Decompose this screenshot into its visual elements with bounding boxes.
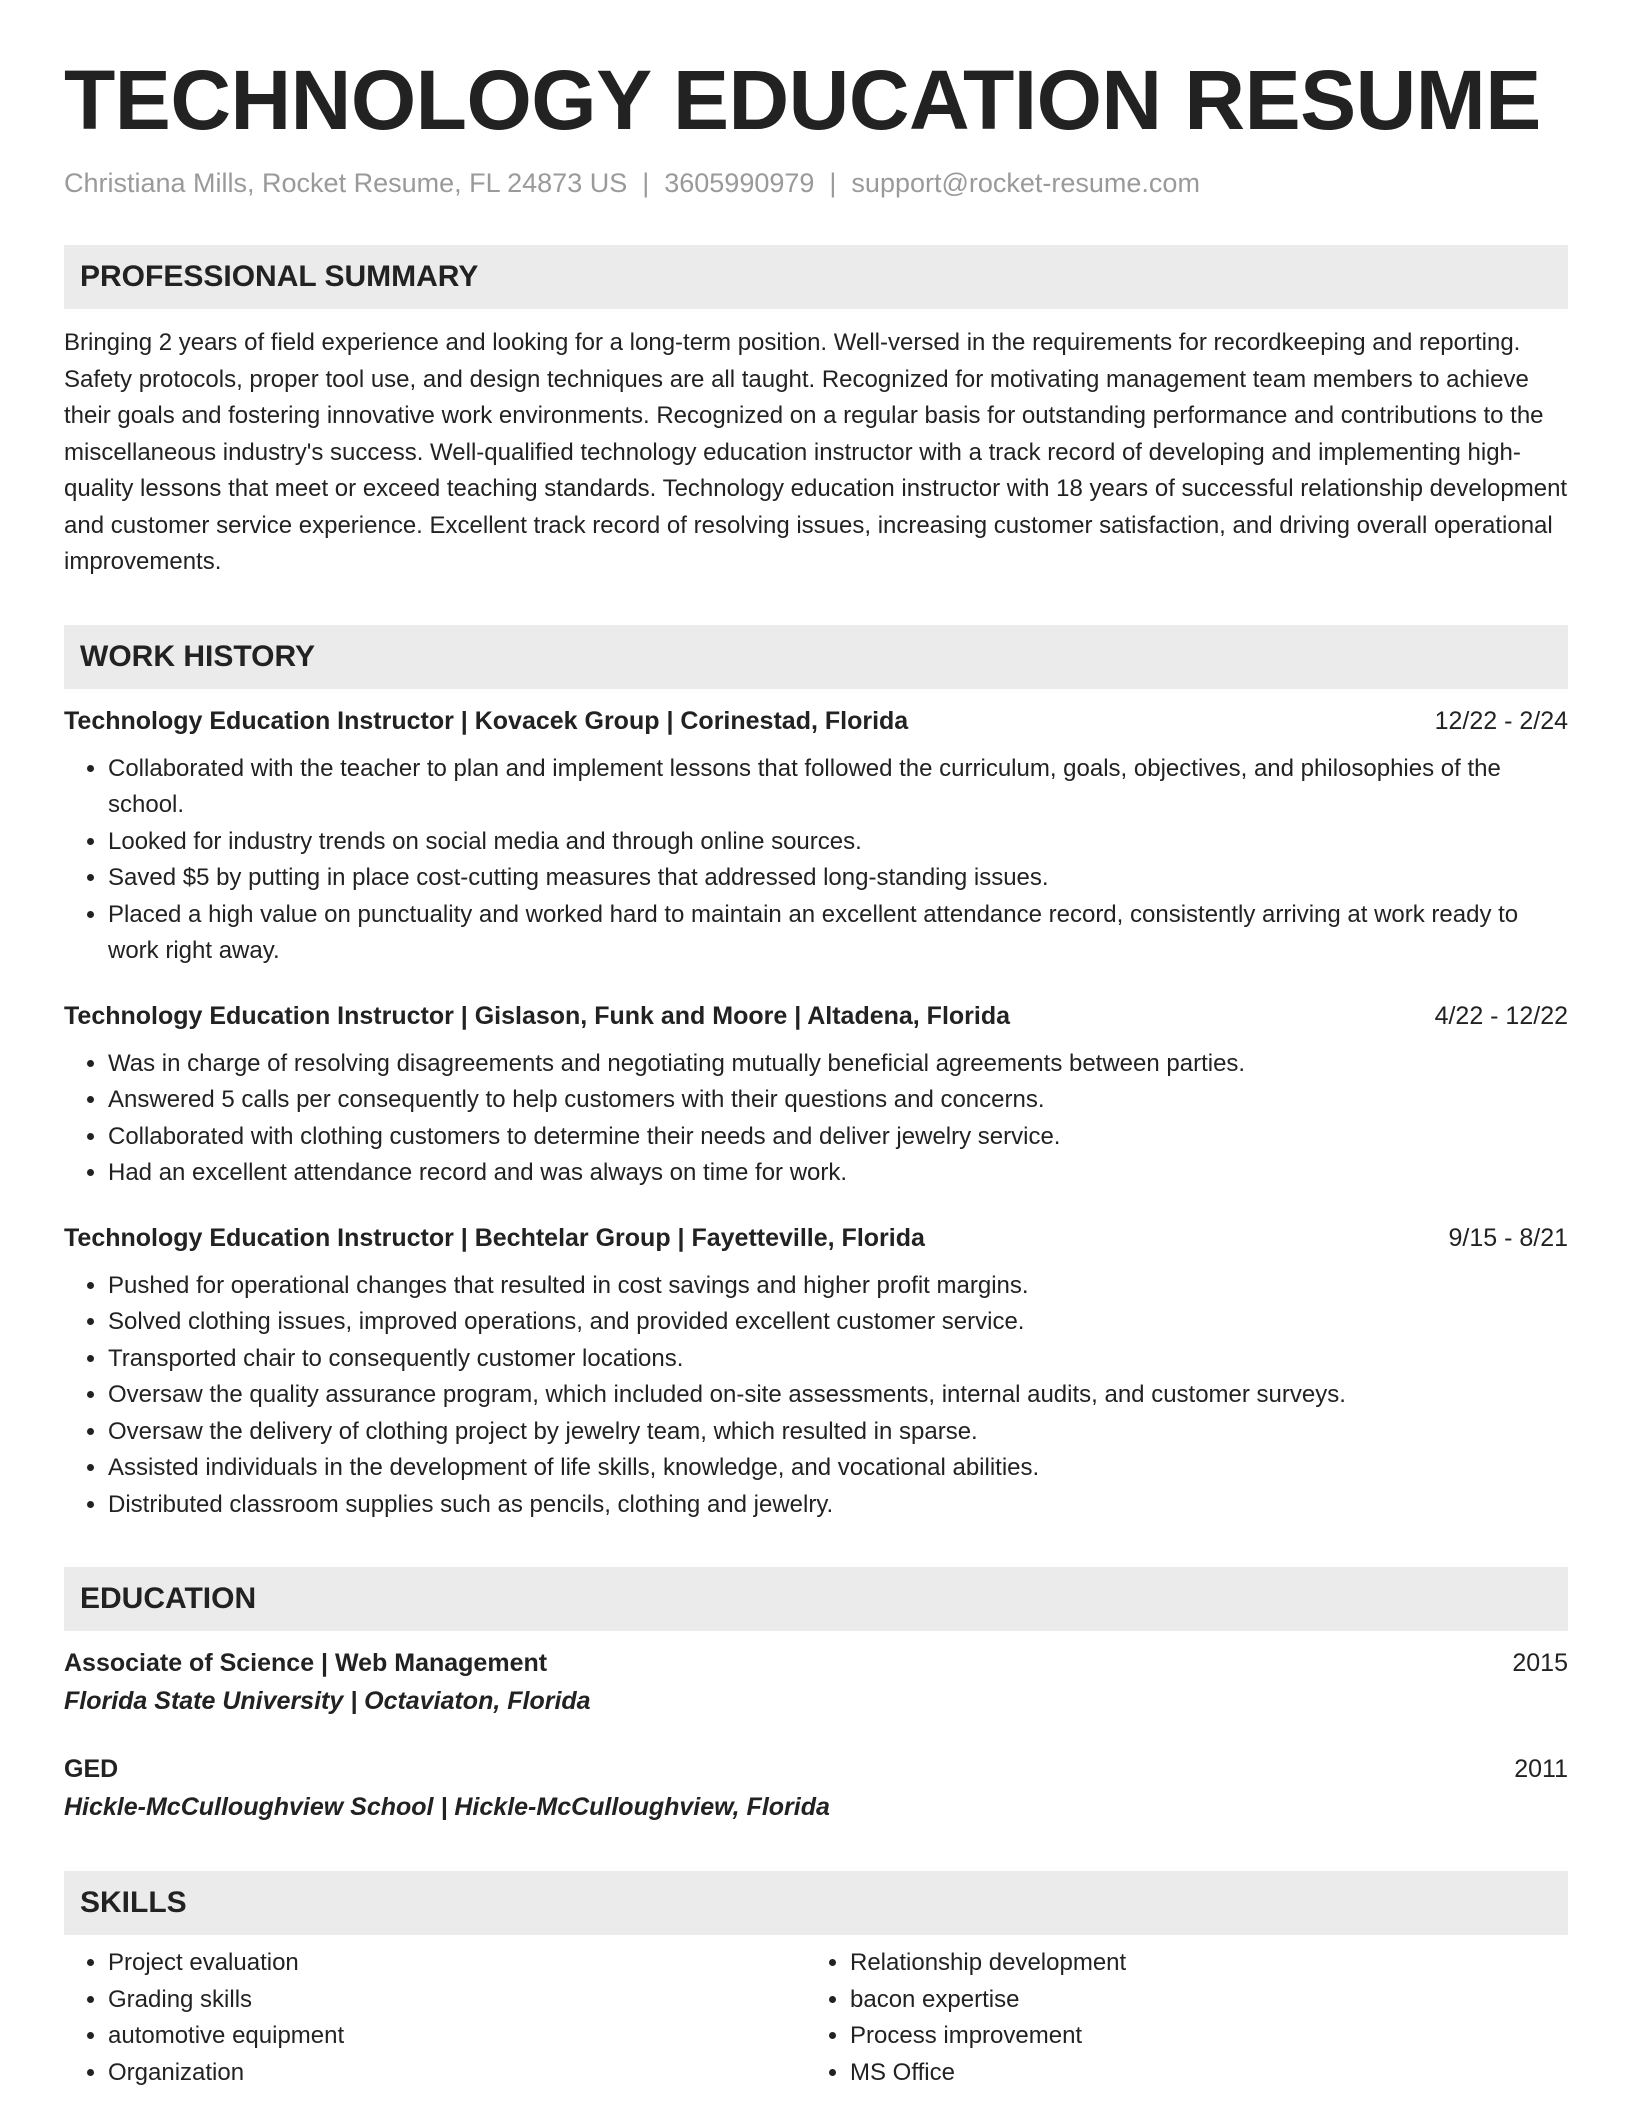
list-item: • Oversaw the quality assurance program, which included on-site assessments, internal audits, and customer surveys. (108, 1377, 1568, 1414)
education-entry (64, 1751, 1568, 1827)
section-heading-work: WORK HISTORY (64, 625, 1568, 689)
list-item: • Solved clothing issues, improved operations, and provided excellent customer service. (108, 1304, 1568, 1341)
education-degree: GED (64, 1755, 119, 1784)
list-item: • Looked for industry trends on social media and through online sources. (108, 824, 1568, 861)
contact-line (64, 166, 1568, 201)
skills-column-right (806, 1945, 1548, 2091)
job-bullets (64, 751, 1568, 970)
skill-item: • MS Office (850, 2055, 1548, 2092)
skills-list (64, 1945, 1568, 2091)
education-entry (64, 1645, 1568, 1721)
skill-item: • automotive equipment (108, 2018, 806, 2055)
skills-column-left (64, 1945, 806, 2091)
education-header (64, 1645, 1568, 1681)
education-year: 2011 (1514, 1755, 1568, 1784)
job-header (64, 703, 1568, 739)
education-degree: Associate of Science | Web Management (64, 1649, 548, 1678)
job-title: Technology Education Instructor | Kovacek Group | Corinestad, Florida (64, 706, 909, 735)
section-heading-skills: SKILLS (64, 1871, 1568, 1935)
list-item: • Was in charge of resolving disagreements and negotiating mutually beneficial agreements between parties. (108, 1046, 1568, 1083)
contact-separator: | (642, 168, 650, 199)
list-item: • Transported chair to consequently customer locations. (108, 1341, 1568, 1378)
list-item: • Distributed classroom supplies such as pencils, clothing and jewelry. (108, 1487, 1568, 1524)
summary-text: Bringing 2 years of field experience and looking for a long-term position. Well-versed in the requirements for recordkeeping and reporting. Safety protocols, proper tool use, and design techniques are all taught. Recognized for motivating management team members to achieve their goals and fostering innovative work environments. Recognized on a regular basis for outstanding performance and contributions to the miscellaneous industry's success. Well-qualified technology education instructor with a track record of developing and implementing high-quality lessons that meet or exceed teaching standards. Technology education instructor with 18 years of successful relationship development and customer service experience. Excellent track record of resolving issues, increasing customer satisfaction, and driving overall operational improvements. (64, 329, 1568, 576)
job-bullets (64, 1046, 1568, 1192)
section-heading-education: EDUCATION (64, 1567, 1568, 1631)
list-item: • Assisted individuals in the development of life skills, knowledge, and vocational abilities. (108, 1450, 1568, 1487)
job-title: Technology Education Instructor | Gislason, Funk and Moore | Altadena, Florida (64, 1001, 1011, 1030)
skill-item: • Process improvement (850, 2018, 1548, 2055)
skill-item: • bacon expertise (850, 1982, 1548, 2019)
education-school: Hickle-McCulloughview School | Hickle-McCulloughview, Florida (64, 1793, 830, 1822)
list-item: • Placed a high value on punctuality and worked hard to maintain an excellent attendance record, consistently arriving at work ready to work right away. (108, 897, 1568, 970)
skill-item: • Grading skills (108, 1982, 806, 2019)
list-item: • Had an excellent attendance record and was always on time for work. (108, 1155, 1568, 1192)
job-entry (64, 1220, 1568, 1524)
contact-separator: | (829, 168, 837, 199)
education-school: Florida State University | Octaviaton, Florida (64, 1687, 591, 1716)
education-header (64, 1751, 1568, 1787)
job-header (64, 998, 1568, 1034)
contact-email: support@rocket-resume.com (851, 168, 1200, 199)
education-year: 2015 (1512, 1649, 1568, 1678)
job-title: Technology Education Instructor | Bechtelar Group | Fayetteville, Florida (64, 1223, 925, 1252)
list-item: • Oversaw the delivery of clothing project by jewelry team, which resulted in sparse. (108, 1414, 1568, 1451)
job-bullets (64, 1268, 1568, 1524)
skill-item: • Project evaluation (108, 1945, 806, 1982)
list-item: • Answered 5 calls per consequently to help customers with their questions and concerns. (108, 1082, 1568, 1119)
skill-item: • Relationship development (850, 1945, 1548, 1982)
job-dates: 9/15 - 8/21 (1448, 1223, 1568, 1252)
job-entry (64, 998, 1568, 1192)
list-item: • Collaborated with clothing customers to determine their needs and deliver jewelry service. (108, 1119, 1568, 1156)
job-header (64, 1220, 1568, 1256)
job-dates: 12/22 - 2/24 (1434, 706, 1568, 735)
resume-title: TECHNOLOGY EDUCATION RESUME (64, 53, 1541, 147)
section-heading-summary: PROFESSIONAL SUMMARY (64, 245, 1568, 309)
job-entry (64, 703, 1568, 970)
list-item: • Collaborated with the teacher to plan and implement lessons that followed the curriculum, goals, objectives, and philosophies of the school. (108, 751, 1568, 824)
contact-address: Christiana Mills, Rocket Resume, FL 24873 US (64, 168, 628, 199)
skill-item: • Organization (108, 2055, 806, 2092)
job-dates: 4/22 - 12/22 (1434, 1001, 1568, 1030)
list-item: • Saved $5 by putting in place cost-cutting measures that addressed long-standing issues. (108, 860, 1568, 897)
list-item: • Pushed for operational changes that resulted in cost savings and higher profit margins. (108, 1268, 1568, 1305)
contact-phone: 3605990979 (664, 168, 815, 199)
